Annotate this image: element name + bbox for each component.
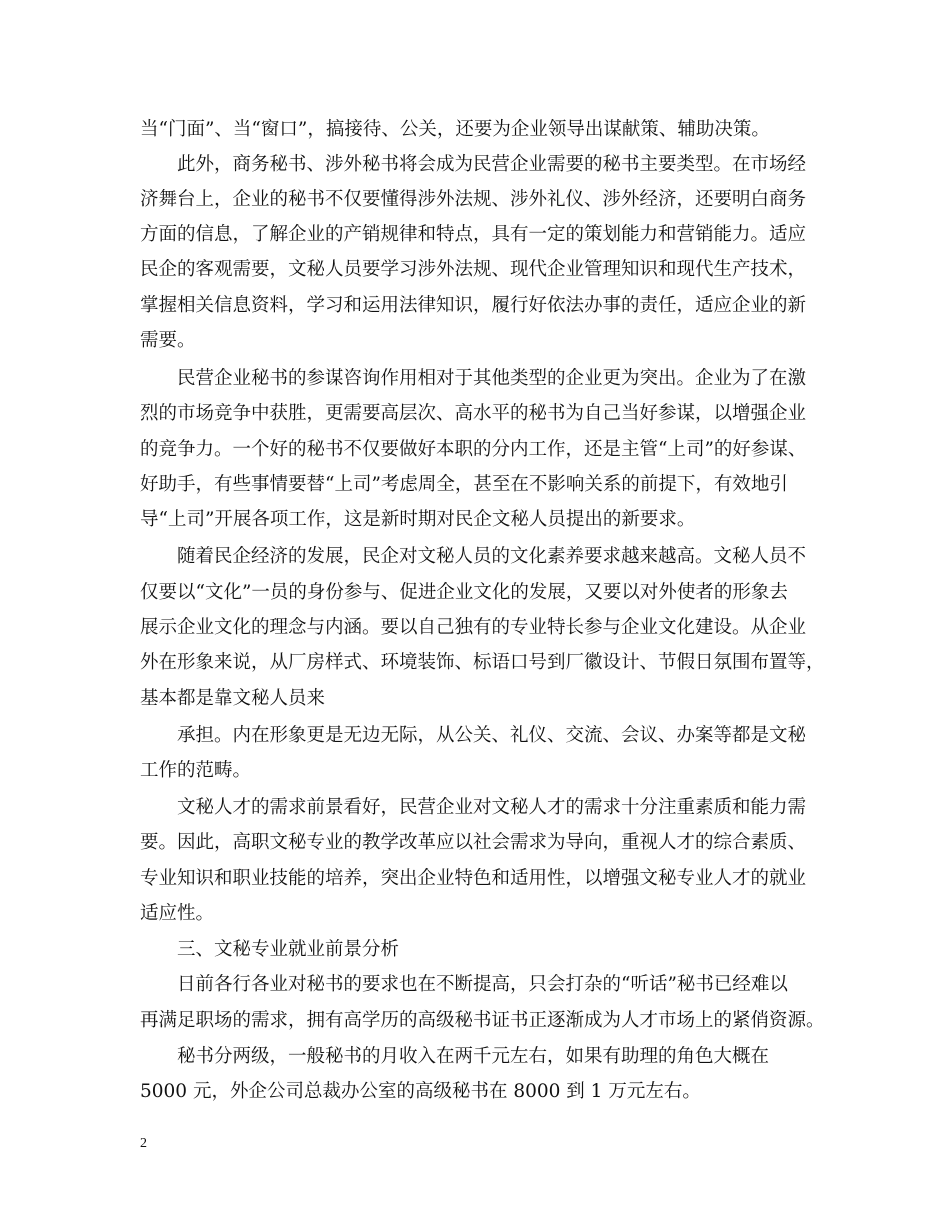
text-line: 导“上司”开展各项工作，这是新时期对民企文秘人员提出的新要求。 [140, 509, 696, 530]
text-line: 外在形象来说，从厂房样式、环境装饰、标语口号到厂徽设计、节假日氛围布置等， [140, 652, 825, 673]
text-line: 工作的范畴。 [140, 760, 252, 781]
text-line: 需要。 [140, 330, 196, 351]
page-number: 2 [140, 1136, 147, 1151]
paragraph-start-line: 文秘人才的需求前景看好，民营企业对文秘人才的需求十分注重素质和能力需 [177, 797, 807, 818]
text-line: 的竞争力。一个好的秘书不仅要做好本职的分内工作，还是主管“上司”的好参谋、 [140, 439, 807, 460]
text-line: 展示企业文化的理念与内涵。要以自己独有的专业特长参与企业文化建设。从企业 [140, 617, 807, 638]
text-line: 专业知识和职业技能的培养，突出企业特色和适用性，以增强文秘专业人才的就业 [140, 868, 807, 889]
paragraph-start-line: 秘书分两级，一般秘书的月收入在两千元左右，如果有助理的角色大概在 [177, 1046, 770, 1067]
text-line: 当“门面”、当“窗口”，搞接待、公关，还要为企业领导出谋献策、辅助决策。 [140, 119, 770, 140]
text-line: 要。因此，高职文秘专业的教学改革应以社会需求为导向，重视人才的综合素质、 [140, 832, 807, 853]
text-line: 民企的客观需要，文秘人员要学习涉外法规、现代企业管理知识和现代生产技术， [140, 259, 807, 280]
text-line: 烈的市场竞争中获胜，更需要高层次、高水平的秘书为自己当好参谋，以增强企业 [140, 403, 807, 424]
text-line: 济舞台上，企业的秘书不仅要懂得涉外法规、涉外礼仪、涉外经济，还要明白商务 [140, 189, 807, 210]
text-line: 再满足职场的需求，拥有高学历的高级秘书证书正逐渐成为人才市场上的紧俏资源。 [140, 1010, 825, 1031]
text-line: 好助手，有些事情要替“上司”考虑周全，甚至在不影响关系的前提下，有效地引 [140, 474, 788, 495]
text-line: 5000 元，外企公司总裁办公室的高级秘书在 8000 到 1 万元左右。 [140, 1081, 701, 1102]
paragraph-start-line: 日前各行各业对秘书的要求也在不断提高，只会打杂的“听话”秘书已经难以 [177, 974, 788, 995]
paragraph-start-line: 随着民企经济的发展，民企对文秘人员的文化素养要求越来越高。文秘人员不 [177, 546, 807, 567]
text-line: 仅要以“文化”一员的身份参与、促进企业文化的发展，又要以对外使者的形象去 [140, 582, 788, 603]
text-line: 适应性。 [140, 903, 215, 924]
text-line: 基本都是靠文秘人员来 [140, 688, 326, 709]
paragraph-start-line: 此外，商务秘书、涉外秘书将会成为民营企业需要的秘书主要类型。在市场经 [177, 154, 807, 175]
text-line: 掌握相关信息资料，学习和运用法律知识，履行好依法办事的责任，适应企业的新 [140, 295, 807, 316]
paragraph-start-line: 承担。内在形象更是无边无际，从公关、礼仪、交流、会议、办案等都是文秘 [177, 725, 807, 746]
paragraph-start-line: 民营企业秘书的参谋咨询作用相对于其他类型的企业更为突出。企业为了在激 [177, 368, 807, 389]
section-heading: 三、文秘专业就业前景分析 [177, 939, 400, 960]
text-line: 方面的信息，了解企业的产销规律和特点，具有一定的策划能力和营销能力。适应 [140, 224, 807, 245]
